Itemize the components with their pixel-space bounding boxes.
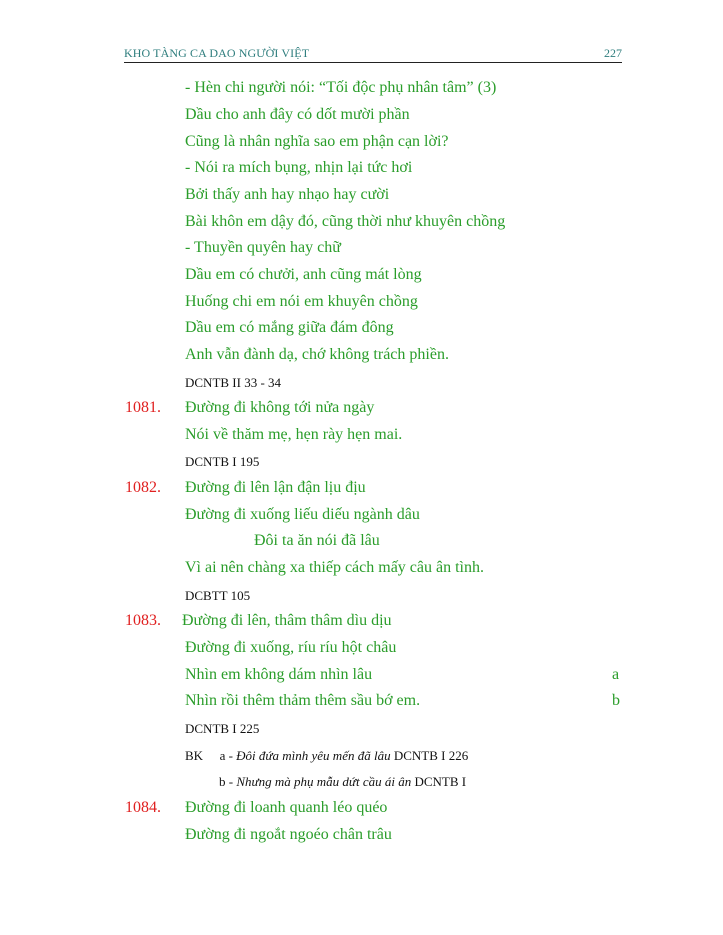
source-citation: DCNTB II 33 - 34 [185,375,282,390]
verse-line: Đường đi không tới nửa ngày [185,399,375,416]
entry-number: 1083. [125,612,161,629]
verse-line: Anh vẫn đành dạ, chớ không trách phiền. [185,346,449,363]
source-citation: DCBTT 105 [185,588,251,603]
verse-line: Nhìn rồi thêm thảm thêm sầu bớ em. [185,692,421,709]
verse-line: Đường đi xuống liếu diếu ngành dâu [185,506,420,523]
entry-number: 1084. [125,799,161,816]
variant-source: DCNTB I 226 [393,748,469,763]
variant-mark-a: a [612,666,620,683]
entry-number: 1081. [125,399,161,416]
verse-line: Huống chi em nói em khuyên chồng [185,293,418,310]
verse-line: Nhìn em không dám nhìn lâu [185,666,373,683]
verse-line: Dầu em có mắng giữa đám đông [185,319,394,336]
verse-line: Dầu em có chưởi, anh cũng mát lòng [185,266,422,283]
book-title: KHO TÀNG CA DAO NGƯỜI VIỆT [124,46,310,60]
page-number: 227 [604,46,622,60]
verse-line: Nói về thăm mẹ, hẹn rày hẹn mai. [185,426,403,443]
variant-text: Nhưng mà phụ mẫu dứt cầu ái ân [236,774,412,789]
verse-line: - Thuyền quyên hay chữ [185,239,341,256]
verse-line: Cũng là nhân nghĩa sao em phận cạn lời? [185,133,449,150]
verse-line: Bởi thấy anh hay nhạo hay cười [185,186,390,203]
verse-line: Đường đi ngoắt ngoéo chân trâu [185,826,392,843]
source-citation: DCNTB I 195 [185,454,260,469]
verse-line: Bài khôn em dậy đó, cũng thời như khuyên chồng [185,213,506,230]
verse-line: Đường đi lên, thâm thâm dìu dịu [182,612,392,629]
verse-line: Đường đi lên lận đận lịu địu [185,479,366,496]
entry-number: 1082. [125,479,161,496]
running-header [124,44,622,63]
source-citation: DCNTB I 225 [185,721,260,736]
variant-text: Đôi đứa mình yêu mến đã lâu [236,748,391,763]
variant-source: DCNTB I [414,774,467,789]
verse-line-indented: Đôi ta ăn nói đã lâu [254,532,380,549]
variant-prefix: a - [219,748,233,763]
variant-note-b [219,773,466,791]
variant-mark-b: b [612,692,620,709]
verse-line: Đường đi loanh quanh léo quéo [185,799,388,816]
verse-line: - Hèn chi người nói: “Tối độc phụ nhân tâm” (3) [185,79,497,96]
variant-label: BK [185,748,204,763]
variant-note-a [185,747,468,765]
verse-line: - Nói ra mích bụng, nhịn lại tức hơi [185,159,413,176]
verse-line: Đường đi xuống, ríu ríu hột châu [185,639,397,656]
variant-prefix: b - [219,774,234,789]
verse-line: Dầu cho anh đây có dốt mười phần [185,106,410,123]
verse-line: Vì ai nên chàng xa thiếp cách mấy câu ân tình. [185,559,484,576]
